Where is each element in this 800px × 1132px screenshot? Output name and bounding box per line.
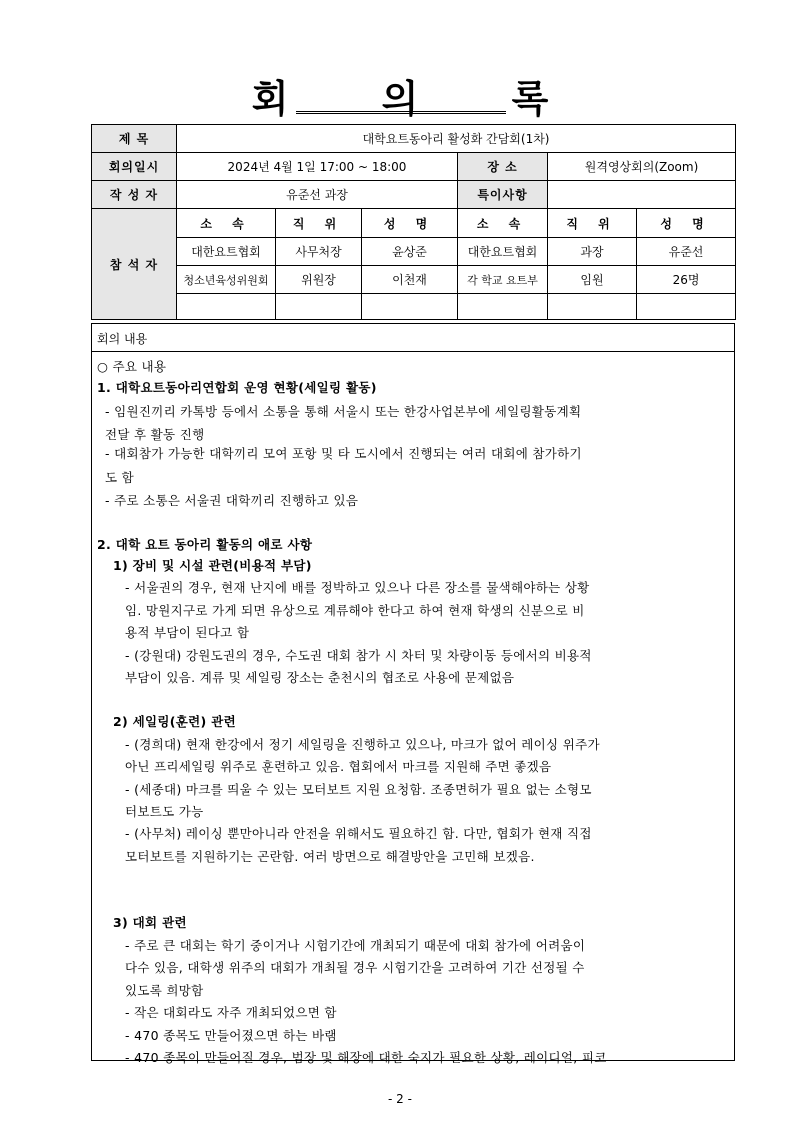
participant-cell: 과장: [548, 238, 637, 266]
participant-header: 소 속: [177, 209, 276, 238]
content-line: 아닌 프리세일링 위주로 훈련하고 있음. 협회에서 마크를 지원해 주면 좋겠음: [125, 759, 552, 774]
participant-header: 직 위: [276, 209, 362, 238]
participant-cell: 임원: [548, 266, 637, 294]
content-subheading: 1) 장비 및 시설 관련(비용적 부담): [113, 558, 312, 573]
participants-label: 참 석 자: [92, 209, 177, 320]
content-line: 임. 망원지구로 가게 되면 유상으로 계류해야 한다고 하여 현재 학생의 신분으로 비: [125, 603, 585, 618]
content-line: ○ 주요 내용: [97, 359, 167, 374]
content-divider: [92, 351, 734, 352]
content-line: - (강원대) 강원도권의 경우, 수도권 대회 참가 시 차터 및 차량이동 등에서의 비용적: [125, 648, 592, 663]
participant-header: 성 명: [362, 209, 458, 238]
content-heading: 1. 대학요트동아리연합회 운영 현황(세일링 활동): [97, 380, 377, 395]
content-line: - (사무처) 레이싱 뿐만아니라 안전을 위해서도 필요하긴 함. 다만, 협회가 현재 직접: [125, 826, 592, 841]
participant-cell: [177, 294, 276, 320]
meeting-content-label: 회의 내용: [97, 332, 148, 346]
content-line: - 작은 대회라도 자주 개최되었으면 함: [125, 1005, 337, 1020]
title-underline: [296, 111, 506, 116]
content-line: 터보트도 가능: [125, 804, 204, 819]
content-heading: 2. 대학 요트 동아리 활동의 애로 사항: [97, 537, 313, 552]
content-subheading: 3) 대회 관련: [113, 915, 187, 930]
content-line: 용적 부담이 된다고 함: [125, 625, 250, 640]
author-label: 작 성 자: [92, 181, 177, 209]
content-line: - 대회참가 가능한 대학끼리 모여 포항 및 타 도시에서 진행되는 여러 대회에 참가하기: [105, 446, 582, 461]
participant-cell: 각 학교 요트부: [458, 266, 548, 294]
content-line: - 주로 소통은 서울권 대학끼리 진행하고 있음: [105, 493, 359, 508]
participant-header: 성 명: [637, 209, 736, 238]
author-value: 유준선 과장: [177, 181, 458, 209]
content-line: - 470 종목도 만들어졌으면 하는 바램: [125, 1028, 337, 1043]
participant-cell: 대한요트협회: [458, 238, 548, 266]
content-line: 모터보트를 지원하기는 곤란함. 여러 방면으로 해결방안을 고민해 보겠음.: [125, 849, 535, 864]
meeting-info-table: [91, 124, 736, 320]
notes-label: 특이사항: [458, 181, 548, 209]
content-subheading: 2) 세일링(훈련) 관련: [113, 714, 236, 729]
participant-cell: 26명: [637, 266, 736, 294]
participant-cell: 윤상준: [362, 238, 458, 266]
notes-value: [548, 181, 736, 209]
document-title: 회 의 록: [251, 76, 589, 121]
content-line: - (경희대) 현재 한강에서 정기 세일링을 진행하고 있으나, 마크가 없어 레이싱 위주가: [125, 737, 600, 752]
content-line: - 주로 큰 대회는 학기 중이거나 시험기간에 개최되기 때문에 대회 참가에 어려움이: [125, 938, 586, 953]
participant-cell: 사무처장: [276, 238, 362, 266]
page-number: - 2 -: [388, 1092, 412, 1106]
subject-value: 대학요트동아리 활성화 간담회(1차): [177, 125, 736, 153]
content-line: - 470 종목이 만들어질 경우, 범장 및 해장에 대한 숙지가 필요한 상황, 레이디얼, 피코: [125, 1050, 607, 1065]
participant-cell: 이천재: [362, 266, 458, 294]
content-line: 부담이 있음. 계류 및 세일링 장소는 춘천시의 협조로 사용에 문제없음: [125, 670, 515, 685]
subject-label: 제 목: [92, 125, 177, 153]
participant-header: 직 위: [548, 209, 637, 238]
participant-cell: [637, 294, 736, 320]
content-line: 다수 있음, 대학생 위주의 대회가 개최될 경우 시험기간을 고려하여 기간 선정될 수: [125, 960, 585, 975]
content-line: 있도록 희망함: [125, 983, 204, 998]
content-line: - 임원진끼리 카톡방 등에서 소통을 통해 서울시 또는 한강사업본부에 세일링활동계획: [105, 404, 582, 419]
participant-header: 소 속: [458, 209, 548, 238]
content-line: - (세종대) 마크를 띄울 수 있는 모터보트 지원 요청함. 조종면허가 필요 없는 소형모: [125, 782, 592, 797]
place-label: 장 소: [458, 153, 548, 181]
content-line: - 서울권의 경우, 현재 난지에 배를 정박하고 있으나 다른 장소를 물색해야하는 상황: [125, 580, 590, 595]
content-line: 도 함: [105, 470, 135, 485]
participant-cell: 위원장: [276, 266, 362, 294]
content-line: 전달 후 활동 진행: [105, 427, 205, 442]
participant-cell: [458, 294, 548, 320]
participant-cell: 청소년육성위원회: [177, 266, 276, 294]
place-value: 원격영상회의(Zoom): [548, 153, 736, 181]
participant-cell: [276, 294, 362, 320]
participant-cell: 대한요트협회: [177, 238, 276, 266]
participant-cell: [362, 294, 458, 320]
datetime-value: 2024년 4월 1일 17:00 ~ 18:00: [177, 153, 458, 181]
participant-cell: 유준선: [637, 238, 736, 266]
participant-cell: [548, 294, 637, 320]
datetime-label: 회의일시: [92, 153, 177, 181]
